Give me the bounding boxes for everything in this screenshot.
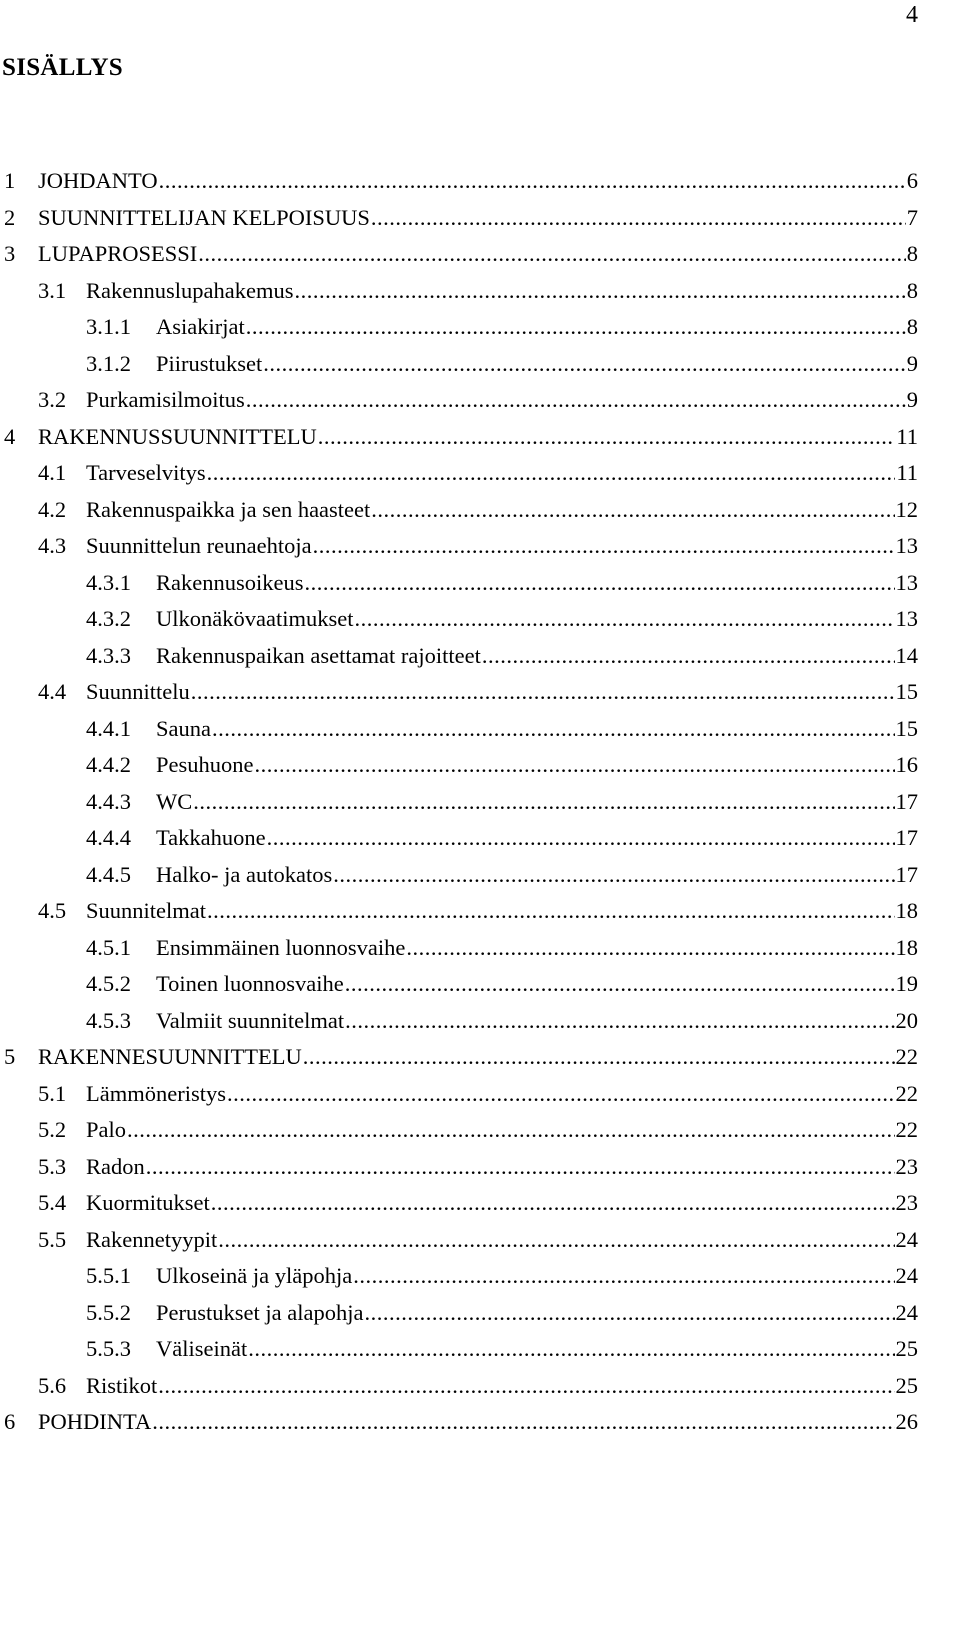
- toc-entry[interactable]: [0, 1368, 960, 1405]
- dot-leader: [207, 455, 896, 492]
- toc-entry-number: 5.5.3: [86, 1336, 131, 1361]
- toc-entry-page: 18: [895, 898, 918, 923]
- toc-entry-number: 4.5: [38, 898, 67, 923]
- toc-entry-page: 25: [895, 1372, 918, 1398]
- toc-entry-number: 5.6: [38, 1372, 67, 1398]
- toc-entry[interactable]: [0, 273, 960, 310]
- toc-entry-title: RAKENNUSSUUNNITTELU: [38, 423, 317, 449]
- toc-entry-page: 23: [895, 1153, 918, 1179]
- dot-leader: [207, 893, 895, 930]
- toc-entry[interactable]: [0, 1076, 960, 1113]
- dot-leader: [313, 528, 895, 565]
- dot-leader: [198, 236, 906, 273]
- toc-entry-number: 1: [4, 168, 16, 193]
- dot-leader: [482, 638, 895, 675]
- toc-entry-page: 11: [896, 460, 918, 485]
- toc-entry-title: Halko- ja autokatos: [156, 861, 333, 887]
- dot-leader: [371, 200, 906, 237]
- toc-entry-title: Ristikot: [86, 1372, 158, 1398]
- toc-heading: SISÄLLYS: [2, 54, 124, 81]
- toc-entry-title: Pesuhuone: [156, 752, 254, 777]
- toc-entry-page: 26: [895, 1409, 918, 1434]
- toc-entry-page: 16: [895, 752, 918, 777]
- dot-leader: [303, 1039, 895, 1076]
- toc-entry[interactable]: [0, 1112, 960, 1149]
- toc-entry[interactable]: [0, 747, 960, 784]
- toc-entry-page: 22: [895, 1044, 918, 1069]
- toc-entry-title: JOHDANTO: [38, 168, 158, 193]
- toc-entry-page: 23: [895, 1190, 918, 1215]
- toc-entry[interactable]: [0, 857, 960, 894]
- toc-entry-number: 3.1: [38, 277, 67, 303]
- toc-entry[interactable]: [0, 528, 960, 565]
- toc-entry-number: 4.4.2: [86, 752, 131, 777]
- toc-entry-title: Palo: [86, 1117, 127, 1142]
- dot-leader: [345, 1003, 894, 1040]
- dot-leader: [193, 784, 894, 821]
- toc-entry-page: 17: [895, 861, 918, 887]
- toc-entry-title: Rakennuslupahakemus: [86, 277, 294, 303]
- dot-leader: [354, 601, 894, 638]
- toc-entry-title: SUUNNITTELIJAN KELPOISUUS: [38, 204, 370, 230]
- toc-entry-number: 4.3.3: [86, 642, 131, 668]
- dot-leader: [246, 382, 906, 419]
- toc-entry-title: Valmiit suunnitelmat: [156, 1007, 345, 1033]
- toc-entry-title: Tarveselvitys: [86, 460, 206, 485]
- toc-entry[interactable]: [0, 565, 960, 602]
- toc-entry-title: Kuormitukset: [86, 1190, 210, 1215]
- toc-entry-title: Ensimmäinen luonnosvaihe: [156, 934, 406, 960]
- toc-entry-title: LUPAPROSESSI: [38, 241, 198, 266]
- toc-entry-page: 13: [895, 569, 918, 595]
- toc-entry-title: Väliseinät: [156, 1336, 248, 1361]
- toc-entry-number: 5.5.1: [86, 1263, 131, 1288]
- dot-leader: [263, 346, 905, 383]
- dot-leader: [212, 711, 895, 748]
- toc-entry-number: 5.5: [38, 1226, 67, 1252]
- dot-leader: [246, 309, 906, 346]
- toc-entry-number: 4.1: [38, 460, 67, 485]
- toc-entry-page: 9: [906, 350, 918, 376]
- toc-entry[interactable]: [0, 638, 960, 675]
- toc-entry-number: 4.3: [38, 533, 67, 558]
- toc-entry-number: 4.5.3: [86, 1007, 131, 1033]
- toc-entry[interactable]: [0, 455, 960, 492]
- toc-entry-number: 4.2: [38, 496, 67, 522]
- dot-leader: [152, 1404, 894, 1441]
- toc-entry[interactable]: [0, 1185, 960, 1222]
- toc-entry-number: 3.1.1: [86, 314, 131, 339]
- toc-entry-title: Purkamisilmoitus: [86, 387, 245, 412]
- toc-entry-title: Piirustukset: [156, 350, 263, 376]
- toc-entry[interactable]: [0, 419, 960, 456]
- dot-leader: [371, 492, 894, 529]
- dot-leader: [218, 1222, 894, 1259]
- toc-entry-title: Rakennusoikeus: [156, 569, 304, 595]
- toc-entry[interactable]: [0, 674, 960, 711]
- toc-entry-number: 4: [4, 423, 16, 449]
- toc-entry-number: 4.3.2: [86, 606, 131, 631]
- toc-entry-page: 12: [895, 496, 918, 522]
- toc-entry-title: Sauna: [156, 715, 211, 741]
- toc-entry[interactable]: [0, 1003, 960, 1040]
- toc-entry-number: 5.3: [38, 1153, 67, 1179]
- toc-entry[interactable]: [0, 893, 960, 930]
- toc-entry[interactable]: [0, 711, 960, 748]
- toc-entry-title: Lämmöneristys: [86, 1080, 226, 1106]
- toc-entry-title: Asiakirjat: [156, 314, 245, 339]
- dot-leader: [127, 1112, 894, 1149]
- toc-entry-title: Takkahuone: [156, 825, 266, 850]
- toc-entry[interactable]: [0, 1039, 960, 1076]
- toc-entry-number: 6: [4, 1409, 16, 1434]
- toc-entry-number: 4.5.1: [86, 934, 131, 960]
- toc-entry-title: Suunnitelmat: [86, 898, 206, 923]
- toc-entry-page: 25: [895, 1336, 918, 1361]
- toc-entry-page: 19: [895, 971, 918, 996]
- dot-leader: [159, 163, 906, 200]
- dot-leader: [294, 273, 905, 310]
- toc-entry[interactable]: [0, 1258, 960, 1295]
- toc-entry-title: Rakennuspaikka ja sen haasteet: [86, 496, 371, 522]
- toc-entry-page: 8: [906, 314, 918, 339]
- toc-entry-page: 7: [906, 204, 918, 230]
- toc-entry-page: 22: [895, 1117, 918, 1142]
- toc-entry[interactable]: [0, 200, 960, 237]
- dot-leader: [227, 1076, 895, 1113]
- toc-entry-page: 18: [895, 934, 918, 960]
- toc-entry[interactable]: [0, 1404, 960, 1441]
- toc-entry-title: Suunnittelu: [86, 679, 190, 704]
- toc-entry-page: 17: [895, 825, 918, 850]
- toc-entry[interactable]: [0, 1331, 960, 1368]
- toc-entry[interactable]: [0, 1295, 960, 1332]
- dot-leader: [267, 820, 895, 857]
- dot-leader: [146, 1149, 895, 1186]
- toc-entry-number: 3.2: [38, 387, 67, 412]
- toc-entry-number: 4.4.4: [86, 825, 131, 850]
- dot-leader: [158, 1368, 894, 1405]
- toc-entry-number: 4.3.1: [86, 569, 131, 595]
- dot-leader: [318, 419, 896, 456]
- toc-entry-page: 24: [895, 1226, 918, 1252]
- toc-entry-number: 3: [4, 241, 16, 266]
- toc-entry-page: 24: [895, 1299, 918, 1325]
- toc-entry-title: Toinen luonnosvaihe: [156, 971, 344, 996]
- toc-entry-title: Ulkoseinä ja yläpohja: [156, 1263, 353, 1288]
- toc-entry-number: 4.4.5: [86, 861, 131, 887]
- toc-entry[interactable]: [0, 784, 960, 821]
- toc-entry-title: POHDINTA: [38, 1409, 152, 1434]
- dot-leader: [353, 1258, 894, 1295]
- toc-entry-page: 8: [906, 277, 918, 303]
- dot-leader: [211, 1185, 895, 1222]
- toc-entry[interactable]: [0, 1149, 960, 1186]
- dot-leader: [191, 674, 895, 711]
- toc-entry-page: 15: [895, 715, 918, 741]
- toc-entry-page: 8: [906, 241, 918, 266]
- dot-leader: [248, 1331, 894, 1368]
- toc-entry[interactable]: [0, 163, 960, 200]
- toc-entry-page: 13: [895, 606, 918, 631]
- toc-entry-number: 5.5.2: [86, 1299, 131, 1325]
- toc-entry-number: 5.1: [38, 1080, 67, 1106]
- toc-entry[interactable]: [0, 601, 960, 638]
- toc-entry[interactable]: [0, 382, 960, 419]
- page-number: 4: [906, 2, 918, 28]
- toc-entry[interactable]: [0, 930, 960, 967]
- toc-entry-number: 5.4: [38, 1190, 67, 1215]
- toc-entry-title: Radon: [86, 1153, 145, 1179]
- toc-entry-page: 15: [895, 679, 918, 704]
- toc-entry-title: Suunnittelun reunaehtoja: [86, 533, 312, 558]
- toc-entry-number: 2: [4, 204, 16, 230]
- toc-entry-title: Ulkonäkövaatimukset: [156, 606, 354, 631]
- toc-entry-title: Rakennetyypit: [86, 1226, 218, 1252]
- toc-entry[interactable]: [0, 492, 960, 529]
- toc-entry[interactable]: [0, 309, 960, 346]
- toc-entry-title: Rakennuspaikan asettamat rajoitteet: [156, 642, 481, 668]
- toc-entry-number: 4.4: [38, 679, 67, 704]
- toc-entry-page: 11: [896, 423, 918, 449]
- toc-entry-page: 9: [906, 387, 918, 412]
- toc-entry[interactable]: [0, 1222, 960, 1259]
- toc-entry-page: 14: [895, 642, 918, 668]
- toc-entry-page: 6: [906, 168, 918, 193]
- toc-entry-title: WC: [156, 788, 193, 814]
- table-of-contents: [0, 163, 960, 1441]
- toc-entry-title: RAKENNESUUNNITTELU: [38, 1044, 302, 1069]
- toc-entry-number: 4.5.2: [86, 971, 131, 996]
- toc-entry-page: 20: [895, 1007, 918, 1033]
- toc-entry[interactable]: [0, 820, 960, 857]
- toc-entry-number: 4.4.3: [86, 788, 131, 814]
- dot-leader: [345, 966, 895, 1003]
- toc-entry-title: Perustukset ja alapohja: [156, 1299, 364, 1325]
- toc-entry-page: 13: [895, 533, 918, 558]
- toc-entry-page: 22: [895, 1080, 918, 1106]
- dot-leader: [364, 1295, 894, 1332]
- dot-leader: [406, 930, 894, 967]
- toc-entry[interactable]: [0, 966, 960, 1003]
- dot-leader: [333, 857, 894, 894]
- toc-entry-number: 5: [4, 1044, 16, 1069]
- toc-entry-number: 3.1.2: [86, 350, 131, 376]
- dot-leader: [255, 747, 895, 784]
- toc-entry-page: 24: [895, 1263, 918, 1288]
- toc-entry[interactable]: [0, 346, 960, 383]
- dot-leader: [304, 565, 894, 602]
- toc-entry-number: 5.2: [38, 1117, 67, 1142]
- toc-entry[interactable]: [0, 236, 960, 273]
- toc-entry-number: 4.4.1: [86, 715, 131, 741]
- toc-entry-page: 17: [895, 788, 918, 814]
